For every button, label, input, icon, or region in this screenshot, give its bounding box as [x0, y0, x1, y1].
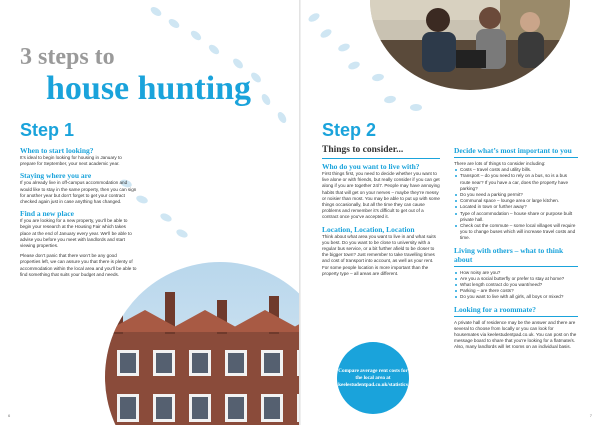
step-2-column-1 [322, 144, 440, 277]
list-item: Costs – travel costs and utility bills. [454, 167, 578, 173]
rent-costs-callout [337, 342, 409, 414]
list-item: Transport – do you need to rely on a bus, so is a bus route near? If you have a car, does the property have parking? [454, 173, 578, 192]
divider [454, 266, 578, 267]
section-paragraph: It’s ideal to begin looking for housing in January to prepare for September, your next academic year. [20, 155, 122, 167]
list-item: How noisy are you? [454, 270, 578, 276]
divider [322, 158, 440, 159]
step-1-column [20, 146, 138, 278]
living-with-others-list [454, 270, 578, 301]
considerations-list [454, 167, 578, 241]
section-paragraph: Think about what area you want to live in and what suits you best. Do you want to be close to university with a regular bus service, or a bit further afield to be closer to the bigger town? Just remember to take travelling times and cost of transport into account, as well as your rent. For some people location is more important than the property type – all areas are different. [322, 233, 436, 276]
section-paragraph: First things first, you need to decide whether you want to live alone or with friends, but really consider if you can get along if you are together 24/7. People may have annoying habits that will get on your nerves – maybe they’re messy or noisier than most. You may be able to put up with some things occasionally, but all the time they can cause problems and remember it’s difficult to get out of a contract once you’ve accepted it. [322, 171, 440, 220]
section-heading: Living with others – what to think about [454, 245, 564, 264]
section-heading: Location, Location, Location [322, 224, 415, 234]
list-item: Parking – are there costs? [454, 288, 578, 294]
headline-small: 3 steps to [20, 44, 115, 70]
section-paragraph: Please don’t panic that there won’t be any good properties left, we can assure you that there is plenty of accommodation within the local area and you’ll be able to find something that suits your budget and needs. [20, 253, 137, 277]
students-in-living-room-photo [370, 0, 570, 90]
list-item: Do you need a parking permit? [454, 192, 578, 198]
divider [454, 157, 578, 158]
divider [454, 316, 578, 317]
list-item: Type of accommodation – house share or purpose built private hall. [454, 211, 578, 223]
section-heading: Find a new place [20, 209, 74, 219]
list-item: Are you a social butterfly or prefer to stay at home? [454, 276, 578, 282]
section-heading: Looking for a roommate? [454, 304, 537, 314]
section-paragraph: If you are looking for a new property, you’ll be able to begin your research at the Housing Fair which takes place at the end of January every year. We’ll be able to advise you before you meet with landlords and start viewing properties. [20, 218, 132, 249]
section-heading: Decide what’s most important to you [454, 146, 572, 155]
list-item: Communal space – lounge area or large kitchen. [454, 198, 578, 204]
section-intro: There are lots of things to consider including: [454, 161, 546, 166]
section-paragraph: A private hall of residence may be the answer and there are several to choose from locally or you can look for housemates via keelestudentpad.co.uk. You can post on the message board to share that you’re looking for a flatmate/s. Also, many landlords will let rooms on an individual basis. [454, 319, 577, 350]
list-item: What length contract do you want/need? [454, 282, 578, 288]
things-to-consider-heading: Things to consider... [322, 145, 404, 155]
step-2-column-2 [454, 146, 578, 351]
step-1-heading: Step 1 [20, 120, 75, 140]
row-of-terraced-houses-photo [105, 262, 300, 425]
section-heading: Who do you want to live with? [322, 162, 420, 171]
section-paragraph: If you already live in off-campus accommodation and would like to stay in the same property, then you can sign for another year but don’t forget to get your contract checked again just in case anything has changed. [20, 180, 137, 205]
step-2-heading: Step 2 [322, 120, 377, 140]
page-number: 6 [8, 413, 11, 418]
section-heading: When to start looking? [20, 146, 94, 155]
section-heading: Staying where you are [20, 171, 92, 181]
houses-photo [105, 262, 300, 425]
page-number: 7 [589, 413, 592, 418]
students-photo [370, 0, 570, 90]
list-item: Located in town or further away? [454, 204, 578, 210]
page-spine [299, 0, 301, 425]
headline-big: house hunting [46, 70, 252, 107]
list-item: Do you want to live with all girls, all boys or mixed? [454, 294, 578, 300]
list-item: Check out the commute – some local villages will require you to change buses which will increase travel costs and time. [454, 223, 578, 242]
callout-text: Compare average rent costs for the local area at keelestudentpad.co.uk/statistics [338, 367, 408, 388]
